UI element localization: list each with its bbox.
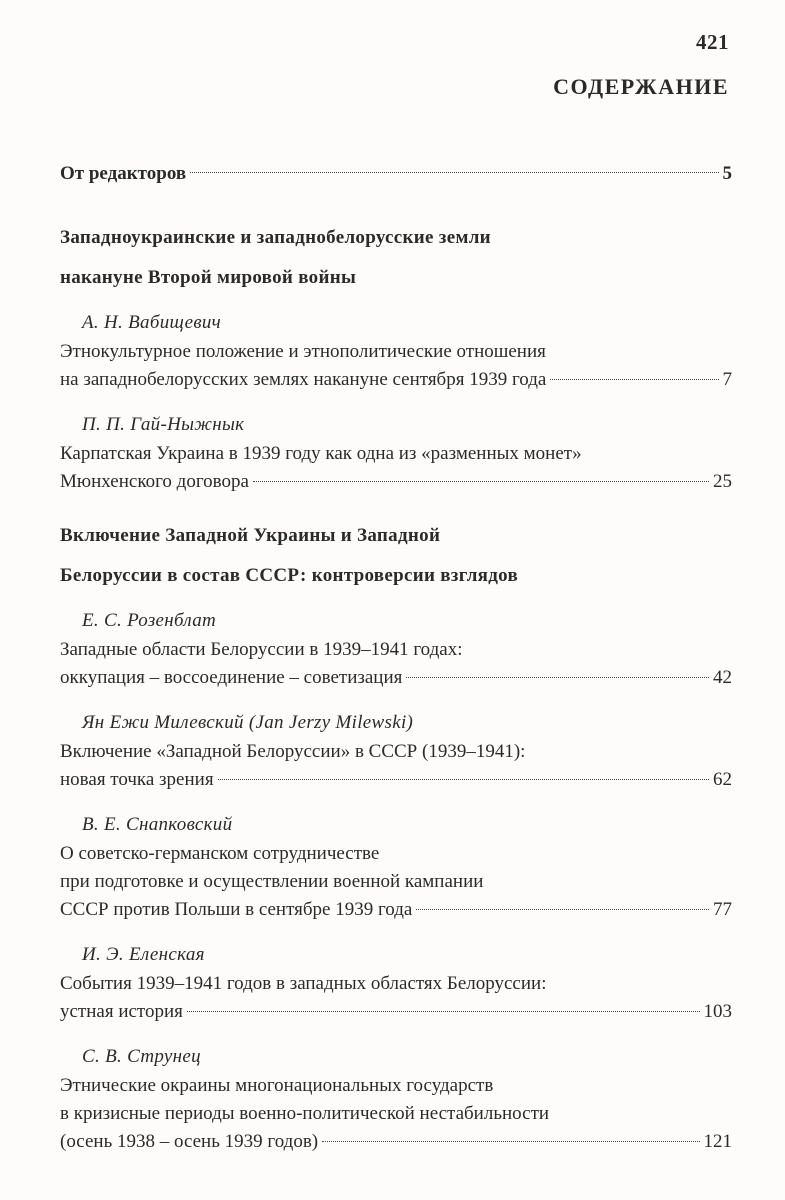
entry-title: От редакторов: [60, 163, 187, 184]
dot-leader: [190, 172, 718, 173]
article-title-line: при подготовке и осуществлении военной кампании: [60, 871, 484, 892]
entry-page: 103: [703, 1001, 732, 1022]
entry-page: 62: [713, 769, 732, 790]
article-author: П. П. Гай-Ныжнык: [82, 414, 245, 435]
article-title-line: СССР против Польши в сентябре 1939 года: [60, 899, 413, 920]
article-title-line: Включение «Западной Белоруссии» в СССР (1939–1941):: [60, 741, 526, 762]
article-title-line: на западнобелорусских землях накануне сентября 1939 года: [60, 369, 547, 390]
entry-page: 42: [713, 667, 732, 688]
article-last-line: [60, 766, 732, 794]
article-author: Е. С. Розенблат: [82, 610, 217, 631]
article-title-line: Этнокультурное положение и этнополитические отношения: [60, 341, 546, 362]
article-title-line: устная история: [60, 1001, 183, 1022]
article-title-line: О советско-германском сотрудничестве: [60, 843, 380, 864]
article-title-line: в кризисные периоды военно-политической нестабильности: [60, 1103, 550, 1124]
dot-leader: [253, 481, 709, 482]
toc-article: [60, 810, 732, 924]
dot-leader: [550, 379, 718, 380]
dot-leader: [187, 1011, 700, 1012]
article-title-line: новая точка зрения: [60, 769, 214, 790]
entry-page: 25: [713, 471, 732, 492]
section-title-line: Включение Западной Украины и Западной: [60, 525, 441, 546]
article-last-line: [60, 1128, 732, 1156]
table-of-contents: [60, 160, 732, 1156]
article-last-line: [60, 896, 732, 924]
dot-leader: [218, 779, 709, 780]
article-author: С. В. Струнец: [82, 1046, 201, 1067]
article-title-line: Мюнхенского договора: [60, 471, 249, 492]
section-title-line: накануне Второй мировой войны: [60, 267, 357, 288]
article-author: Ян Ежи Милевский (Jan Jerzy Milewski): [82, 712, 414, 733]
page-title: СОДЕРЖАНИЕ: [553, 74, 729, 99]
article-author: В. Е. Снапковский: [82, 814, 233, 835]
entry-page: 5: [722, 163, 732, 184]
article-last-line: [60, 998, 732, 1026]
toc-article: [60, 308, 732, 394]
dot-leader: [322, 1141, 699, 1142]
entry-page: 7: [722, 369, 732, 390]
toc-article: [60, 1042, 732, 1156]
entry-page: 121: [703, 1131, 732, 1152]
article-author: А. Н. Вабищевич: [82, 312, 222, 333]
section-title-line: Белоруссии в состав СССР: контроверсии взглядов: [60, 565, 519, 586]
article-title-line: События 1939–1941 годов в западных областях Белоруссии:: [60, 973, 547, 994]
article-last-line: [60, 366, 732, 394]
dot-leader: [406, 677, 709, 678]
article-title-line: (осень 1938 – осень 1939 годов): [60, 1131, 319, 1152]
section-title: [60, 516, 732, 596]
article-last-line: [60, 664, 732, 692]
article-title-line: оккупация – воссоединение – советизация: [60, 667, 403, 688]
article-author: И. Э. Еленская: [82, 944, 205, 965]
toc-article: [60, 410, 732, 496]
article-title-line: Этнические окраины многонациональных государств: [60, 1075, 494, 1096]
dot-leader: [416, 909, 709, 910]
toc-article: [60, 708, 732, 794]
article-title-line: Карпатская Украина в 1939 году как одна из «разменных монет»: [60, 443, 582, 464]
article-title-line: Западные области Белоруссии в 1939–1941 годах:: [60, 639, 463, 660]
article-last-line: [60, 468, 732, 496]
section-title-line: Западноукраинские и западнобелорусские земли: [60, 227, 491, 248]
toc-entry-intro: [60, 160, 732, 188]
entry-page: 77: [713, 899, 732, 920]
toc-article: [60, 606, 732, 692]
page-number: 421: [696, 30, 729, 54]
toc-article: [60, 940, 732, 1026]
section-title: [60, 218, 732, 298]
